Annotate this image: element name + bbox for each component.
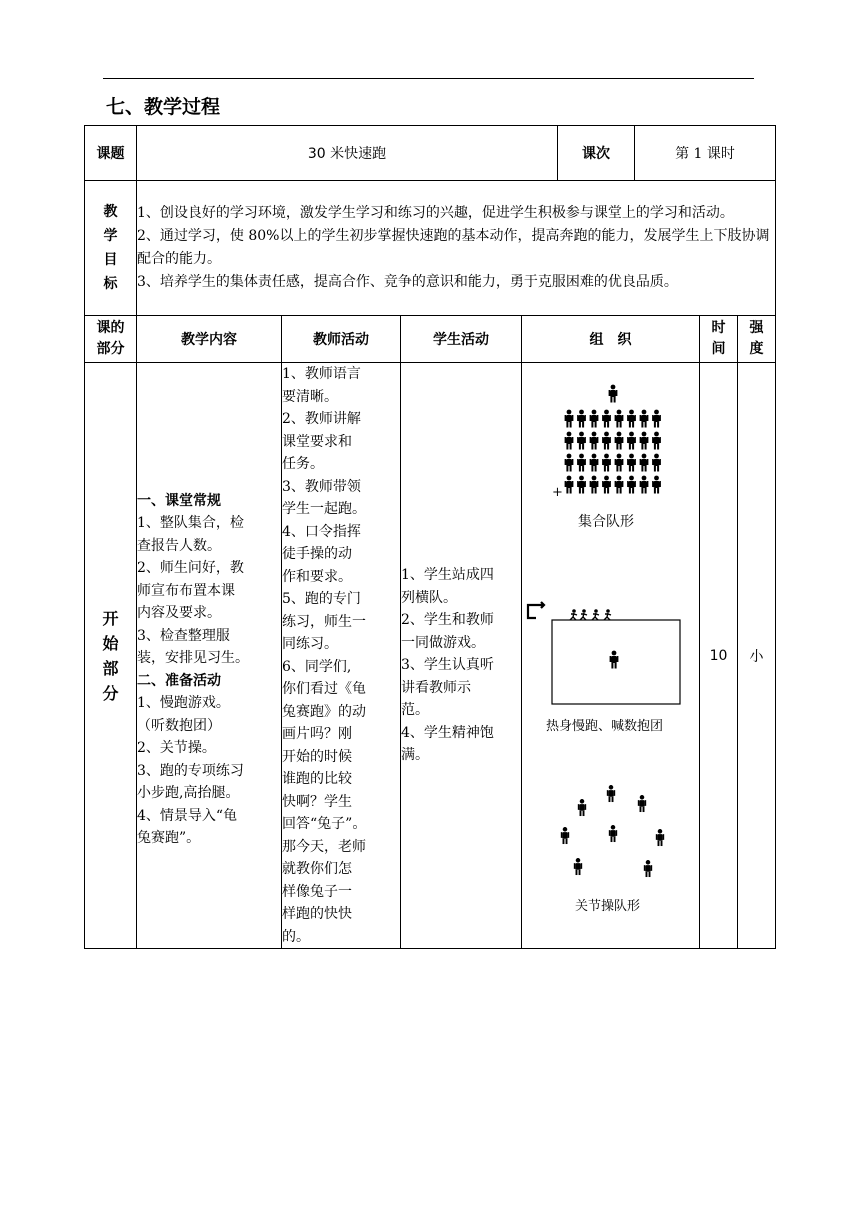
teacher-line: 样像兔子一 [282, 883, 352, 900]
time-value: 10 [700, 363, 738, 949]
person-icon [638, 795, 646, 812]
content-line: 查报告人数。 [137, 537, 221, 554]
session-label: 课次 [558, 126, 635, 181]
topic-value: 30 米快速跑 [137, 126, 558, 181]
teacher-line: 快啊？学生 [282, 793, 352, 810]
part-char: 部 [102, 658, 119, 678]
col-part-line: 课的 [96, 320, 125, 336]
content-line: 1、整队集合，检 [137, 515, 244, 531]
runner-icon [580, 609, 587, 620]
objectives-label-char: 学 [103, 228, 118, 244]
person-icon [615, 432, 624, 450]
objectives-label-char: 教 [103, 204, 118, 220]
person-icon [602, 410, 611, 428]
person-icon [640, 432, 649, 450]
person-icon [627, 476, 636, 494]
runner-icon [570, 609, 577, 620]
person-icon [627, 432, 636, 450]
col-time [700, 316, 738, 363]
teacher-line: 3、教师带领 [282, 478, 361, 495]
person-icon [627, 454, 636, 472]
person-icon [590, 432, 599, 450]
person-icon [574, 858, 582, 875]
organization-diagrams [522, 363, 699, 947]
objective-item: 1、创设良好的学习环境，激发学生学习和练习的兴趣，促进学生积极参与课堂上的学习和活动。 [137, 205, 734, 221]
content-line: 二、准备活动 [137, 672, 221, 689]
person-icon [652, 410, 661, 428]
header-rule [103, 78, 754, 79]
teacher-line: 那今天，老师 [282, 838, 366, 855]
teacher-line: 5、跑的专门 [282, 591, 361, 607]
teacher-line: 4、口令指挥 [282, 523, 361, 540]
person-icon [610, 651, 619, 669]
person-icon [565, 454, 574, 472]
section-heading: 七、教学过程 [106, 96, 221, 118]
plus-sign: + [552, 485, 563, 500]
content-line: 1、慢跑游戏。 [137, 695, 230, 711]
col-intensity-line: 强 [749, 320, 764, 336]
person-icon [627, 410, 636, 428]
student-line: 4、学生精神饱 [401, 724, 494, 741]
person-icon [640, 410, 649, 428]
col-intensity [738, 316, 776, 363]
objectives-label-char: 目 [103, 252, 118, 268]
person-icon [602, 476, 611, 494]
student-line: 列横队。 [401, 589, 457, 606]
student-line: 范。 [401, 702, 429, 719]
person-icon [590, 410, 599, 428]
teacher-line: 学生一起跑。 [282, 501, 366, 517]
teacher-line: 2、教师讲解 [282, 411, 361, 427]
person-icon [590, 454, 599, 472]
teacher-line: 1、教师语言 [282, 366, 361, 382]
assembly-caption: 集合队形 [578, 514, 634, 530]
person-icon [602, 454, 611, 472]
content-line: 2、师生问好，教 [137, 560, 244, 576]
person-icon [644, 860, 652, 877]
person-icon [652, 476, 661, 494]
person-icon [565, 410, 574, 428]
lesson-plan-table [84, 125, 776, 949]
content-line: 2、关节操。 [137, 740, 216, 756]
person-icon [615, 476, 624, 494]
content-line: （听数抱团） [137, 717, 221, 734]
person-icon [565, 432, 574, 450]
part-char: 始 [102, 633, 119, 653]
person-icon [565, 476, 574, 494]
col-part-line: 部分 [96, 341, 125, 357]
person-icon [609, 825, 617, 842]
content-line: 师宣布布置本课 [137, 582, 235, 599]
teacher-line: 兔赛跑》的动 [282, 703, 366, 720]
student-line: 满。 [401, 747, 429, 764]
col-student: 学生活动 [401, 316, 522, 363]
objective-item: 3、培养学生的集体责任感，提高合作、竞争的意识和能力，勇于克服困难的优良品质。 [137, 274, 678, 290]
topic-label: 课题 [85, 126, 137, 181]
organization-svg [522, 363, 700, 947]
student-line: 2、学生和教师 [401, 612, 494, 629]
content-line: 3、检查整理服 [137, 627, 230, 644]
person-icon [607, 785, 615, 802]
organization-cell [522, 363, 700, 949]
content-line: 装，安排见习生。 [137, 650, 249, 666]
person-icon [577, 410, 586, 428]
part-char: 开 [102, 608, 119, 628]
content-line: 一、课堂常规 [137, 492, 221, 509]
col-intensity-line: 度 [749, 341, 764, 357]
session-value: 第 1 课时 [635, 126, 776, 181]
person-icon [640, 454, 649, 472]
content-line: 兔赛跑”。 [137, 830, 201, 846]
objectives-text [137, 181, 776, 316]
intensity-value: 小 [738, 363, 776, 949]
col-time-line: 间 [711, 341, 726, 357]
content-line: 小步跑,高抬腿。 [137, 785, 240, 801]
col-time-line: 时 [711, 320, 726, 336]
teacher-line: 练习，师生一 [282, 613, 366, 630]
teacher-line: 任务。 [282, 456, 324, 472]
teacher-line: 你们看过《龟 [282, 681, 366, 697]
teacher-line: 谁跑的比较 [282, 771, 352, 787]
warmup-caption: 热身慢跑、喊数抱团 [546, 719, 664, 734]
teacher-line: 徒手操的动 [282, 546, 352, 562]
person-icon [577, 432, 586, 450]
person-icon [656, 829, 664, 846]
teacher-line: 的。 [282, 928, 310, 945]
objectives-label [85, 181, 137, 316]
runner-icon [592, 609, 599, 620]
content-cell [137, 363, 282, 949]
col-content: 教学内容 [137, 316, 282, 363]
student-line: 1、学生站成四 [401, 567, 494, 584]
content-line: 3、跑的专项练习 [137, 762, 244, 779]
teacher-line: 作和要求。 [282, 568, 352, 585]
person-icon [615, 410, 624, 428]
person-icon [652, 454, 661, 472]
teacher-line: 6、同学们, [282, 658, 352, 675]
joint-caption: 关节操队形 [575, 899, 641, 914]
teacher-line: 就教你们怎 [282, 861, 352, 877]
person-icon [590, 476, 599, 494]
person-icon [609, 385, 618, 403]
person-icon [577, 476, 586, 494]
student-cell [401, 363, 522, 949]
objective-item: 2、通过学习，使 80%以上的学生初步掌握快速跑的基本动作，提高奔跑的能力，发展学生上下肢协调配合的能力。 [137, 228, 770, 267]
student-line: 讲看教师示 [401, 679, 471, 696]
teacher-line: 回答“兔子”。 [282, 816, 367, 832]
teacher-line: 开始的时候 [282, 748, 352, 765]
teacher-cell [282, 363, 401, 949]
corner-arrow-icon [528, 602, 544, 618]
student-line: 一同做游戏。 [401, 634, 485, 651]
teacher-line: 样跑的快快 [282, 906, 352, 922]
person-icon [561, 827, 569, 844]
person-icon [578, 799, 586, 816]
teacher-line: 画片吗？刚 [282, 726, 352, 742]
col-organization: 组 织 [522, 316, 700, 363]
content-line: 4、情景导入“龟 [137, 807, 238, 824]
col-teacher: 教师活动 [282, 316, 401, 363]
person-icon [577, 454, 586, 472]
person-icon [652, 432, 661, 450]
content-line: 内容及要求。 [137, 605, 221, 621]
teacher-line: 同练习。 [282, 636, 338, 652]
person-icon [640, 476, 649, 494]
teacher-line: 要清晰。 [282, 388, 338, 405]
person-icon [602, 432, 611, 450]
col-part [85, 316, 137, 363]
person-icon [615, 454, 624, 472]
part-char: 分 [102, 683, 119, 703]
runner-icon [604, 609, 611, 620]
teacher-line: 课堂要求和 [282, 433, 352, 450]
section-part-label [85, 363, 137, 949]
objectives-label-char: 标 [103, 276, 118, 292]
student-line: 3、学生认真听 [401, 657, 494, 674]
